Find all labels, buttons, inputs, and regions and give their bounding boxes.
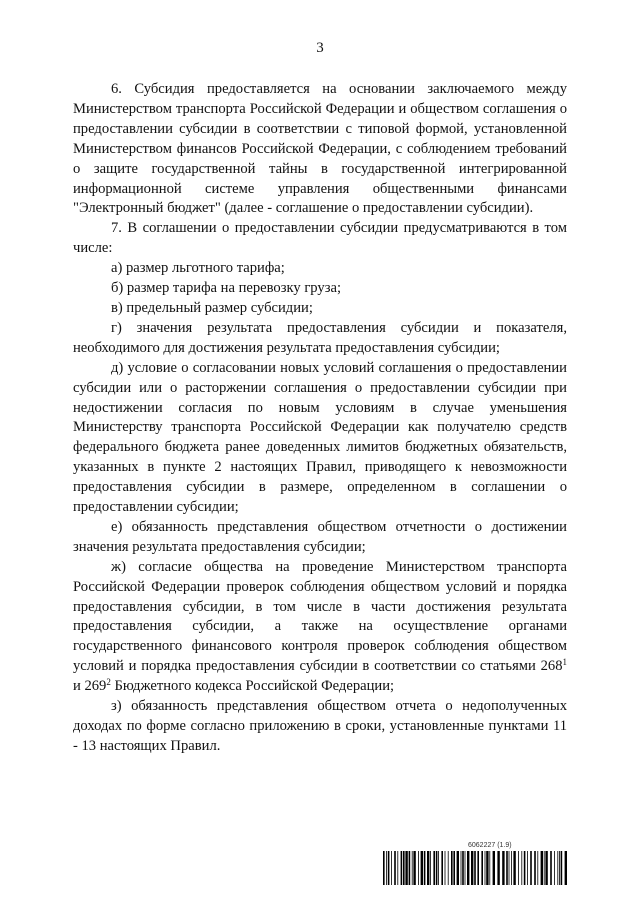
item-zh — [73, 558, 567, 697]
barcode-bar — [441, 851, 443, 885]
barcode-bar — [509, 851, 510, 885]
barcode-bar — [559, 851, 560, 885]
barcode-bar — [527, 851, 528, 885]
barcode-bar — [502, 851, 504, 885]
barcode-bar — [485, 851, 486, 885]
barcode-bar — [467, 851, 469, 885]
barcode-bar — [537, 851, 538, 885]
item-zh-between: и 269 — [73, 678, 107, 695]
barcode-bar — [421, 851, 423, 885]
barcode-bar — [544, 851, 545, 885]
article-superscript-2: 2 — [106, 677, 111, 688]
item-e: е) обязанность представления обществом отчетности о достижении значения результата предоставления субсидии; — [73, 518, 567, 555]
paragraph-7: 7. В соглашении о предоставлении субсидии предусматриваются в том числе: — [73, 220, 567, 257]
barcode-bar — [413, 851, 415, 885]
barcode-bar — [513, 851, 515, 885]
barcode-bar — [448, 851, 449, 885]
item-zh-text: ж) согласие общества на проведение Министерством транспорта Российской Федерации проверок соблюдения обществом условий и порядка предоставления субсидии, в том числе в части достижения результата предоставления субсидии, а также на осуществление органами государственного финансового контроля проверок соблюдения обществом условий и порядка предоставления субсидии в соответствии со статьями 268 — [73, 558, 567, 675]
barcode-bar — [412, 851, 413, 885]
item-v: в) предельный размер субсидии; — [111, 299, 313, 316]
barcode-bar — [554, 851, 555, 885]
item-a: а) размер льготного тарифа; — [111, 260, 285, 277]
barcode-icon — [383, 851, 567, 885]
document-code: 6062227 (1.9) — [468, 842, 512, 849]
barcode-bar — [453, 851, 455, 885]
barcode-bar — [486, 851, 488, 885]
barcode-bar — [409, 851, 411, 885]
barcode-bar — [418, 851, 419, 885]
item-z: з) обязанность представления обществом отчета о недополученных доходах по форме согласно приложению в сроки, установленные пунктами 11 - 13 настоящих Правил. — [73, 698, 567, 754]
item-g: г) значения результата предоставления субсидии и показателя, необходимого для достижения результата предоставления субсидии; — [73, 319, 567, 356]
barcode-bar — [388, 851, 390, 885]
barcode-bar — [438, 851, 439, 885]
barcode-bar — [445, 851, 446, 885]
barcode-bar — [430, 851, 431, 885]
barcode-bar — [386, 851, 387, 885]
paragraph-6: 6. Субсидия предоставляется на основании заключаемого между Министерством транспорта Российской Федерации и обществом соглашения о предоставлении субсидии в соответствии с типовой формой, установленной Министерством финансов Российской Федерации, с соблюдением требований о защите государственной тайны в государственной интегрированной информационной системе управления общественными финансами "Электронный бюджет" (далее - соглашение о предоставлении субсидии). — [73, 81, 567, 217]
barcode-bar — [391, 851, 392, 885]
barcode-bar — [424, 851, 426, 885]
barcode-bar — [433, 851, 435, 885]
article-superscript-1: 1 — [562, 657, 567, 668]
barcode-bar — [457, 851, 459, 885]
item-d: д) условие о согласовании новых условий соглашения о предоставлении субсидии или о расторжении соглашения о предоставлении субсидии при недостижении согласия по новым условиям в случае уменьшения Министерству транспорта Российской Федерации как получателю средств федерального бюджета ранее доведенных лимитов бюджетных обязательств, указанных в пункте 2 настоящих Правил, приводящего к невозможности предоставления субсидии в размере, определенном в соглашении о предоставлении субсидии; — [73, 359, 567, 516]
barcode-bar — [545, 851, 547, 885]
barcode-bar — [427, 851, 429, 885]
barcode-bar — [518, 851, 519, 885]
barcode-bar — [403, 851, 405, 885]
barcode-bar — [461, 851, 462, 885]
barcode-bar — [565, 851, 567, 885]
barcode-bar — [521, 851, 522, 885]
barcode-bar — [465, 851, 466, 885]
barcode-bar — [561, 851, 563, 885]
barcode-bar — [530, 851, 532, 885]
barcode-bar — [541, 851, 543, 885]
barcode-bar — [481, 851, 483, 885]
barcode-bar — [462, 851, 464, 885]
barcode-bar — [497, 851, 499, 885]
item-zh-after: Бюджетного кодекса Российской Федерации; — [110, 678, 395, 695]
barcode-bar — [436, 851, 438, 885]
barcode-bar — [489, 851, 490, 885]
barcode-bar — [451, 851, 453, 885]
item-b: б) размер тарифа на перевозку груза; — [111, 280, 342, 297]
barcode-bar — [506, 851, 508, 885]
body-text — [73, 80, 567, 757]
barcode-bar — [557, 851, 558, 885]
barcode-bar — [401, 851, 403, 885]
barcode-bar — [383, 851, 385, 885]
barcode-bar — [474, 851, 476, 885]
barcode-bar — [405, 851, 407, 885]
barcode-bar — [524, 851, 526, 885]
barcode-bar — [550, 851, 552, 885]
barcode-bar — [534, 851, 536, 885]
page-number: 3 — [316, 40, 324, 56]
barcode-bar — [493, 851, 495, 885]
barcode-bar — [511, 851, 512, 885]
barcode-bar — [394, 851, 396, 885]
barcode-bar — [477, 851, 479, 885]
barcode-bar — [397, 851, 398, 885]
barcode-bar — [471, 851, 473, 885]
